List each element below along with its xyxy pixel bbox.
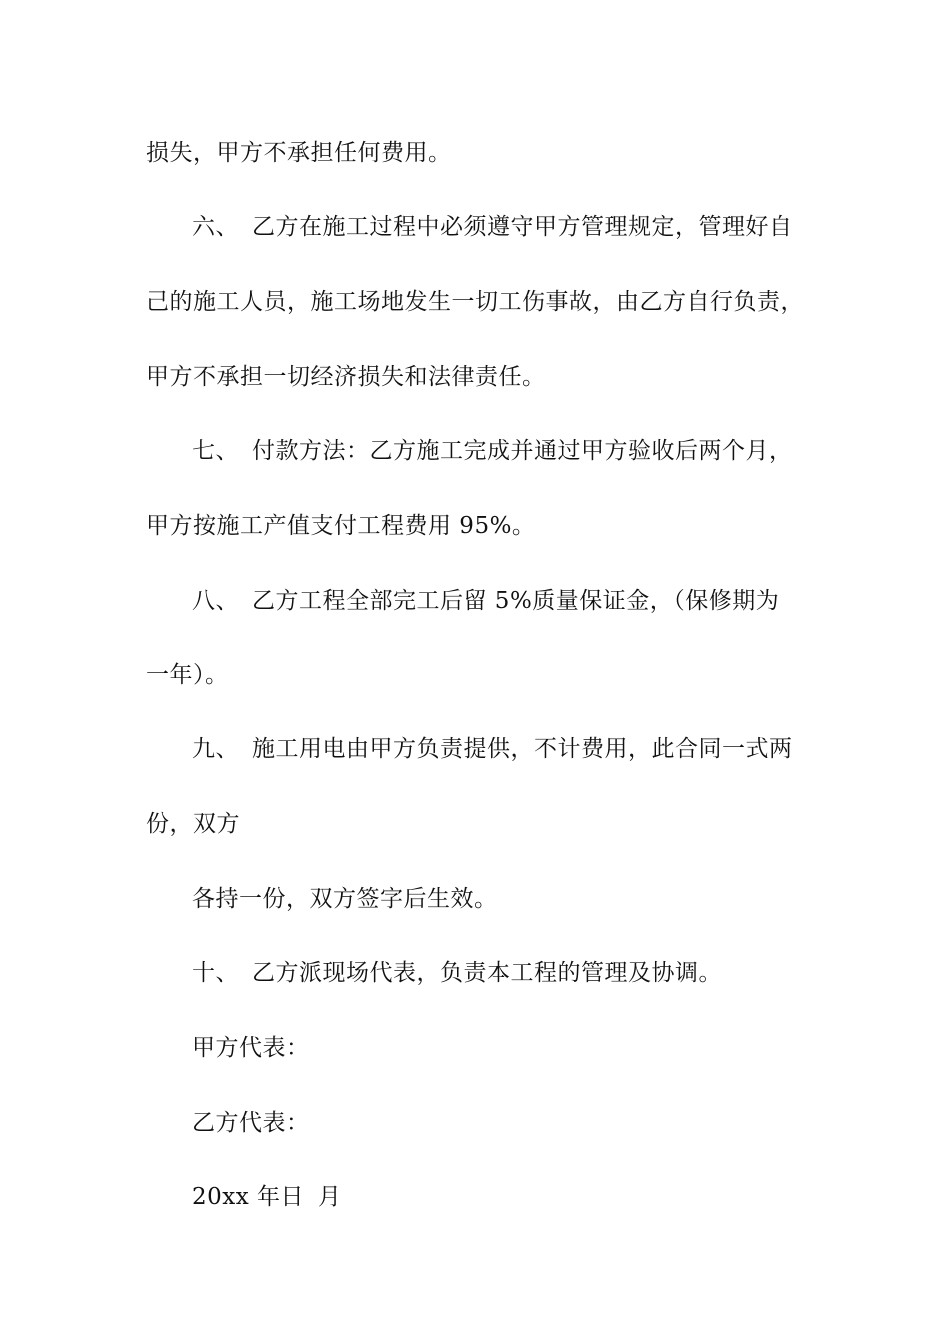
clause-number: 七、: [192, 438, 239, 464]
clause-ten: [192, 958, 892, 988]
clause-number: 十、: [192, 960, 239, 986]
party-a-representative: 甲方代表：: [192, 1035, 310, 1061]
date-month: 月: [318, 1184, 342, 1210]
clause-text: 乙方工程全部完工后留 5%质量保证金，（保修期为: [252, 588, 780, 614]
text-line: 损失，甲方不承担任何费用。: [146, 140, 452, 166]
clause-nine: [192, 734, 892, 764]
clause-text: 乙方在施工过程中必须遵守甲方管理规定，管理好自: [252, 214, 793, 240]
party-b-representative: 乙方代表：: [192, 1110, 310, 1136]
text-line: 各持一份，双方签字后生效。: [192, 886, 498, 912]
clause-text: 乙方派现场代表，负责本工程的管理及协调。: [252, 960, 722, 986]
clause-number: 八、: [192, 588, 239, 614]
clause-text: 付款方法：乙方施工完成并通过甲方验收后两个月，: [252, 438, 793, 464]
clause-six: [192, 212, 892, 242]
date-year-day: 20xx 年日: [192, 1184, 305, 1210]
text-line: 己的施工人员，施工场地发生一切工伤事故，由乙方自行负责，: [146, 289, 804, 315]
text-line: 份，双方: [146, 811, 240, 837]
text-line: 甲方按施工产值支付工程费用 95%。: [146, 513, 536, 539]
clause-number: 六、: [192, 214, 239, 240]
clause-eight: [192, 586, 892, 616]
clause-text: 施工用电由甲方负责提供，不计费用，此合同一式两: [252, 736, 793, 762]
text-line: 甲方不承担一切经济损失和法律责任。: [146, 364, 546, 390]
text-line: 一年）。: [146, 662, 229, 688]
clause-seven: [192, 436, 892, 466]
signature-date: [192, 1182, 892, 1212]
clause-number: 九、: [192, 736, 239, 762]
